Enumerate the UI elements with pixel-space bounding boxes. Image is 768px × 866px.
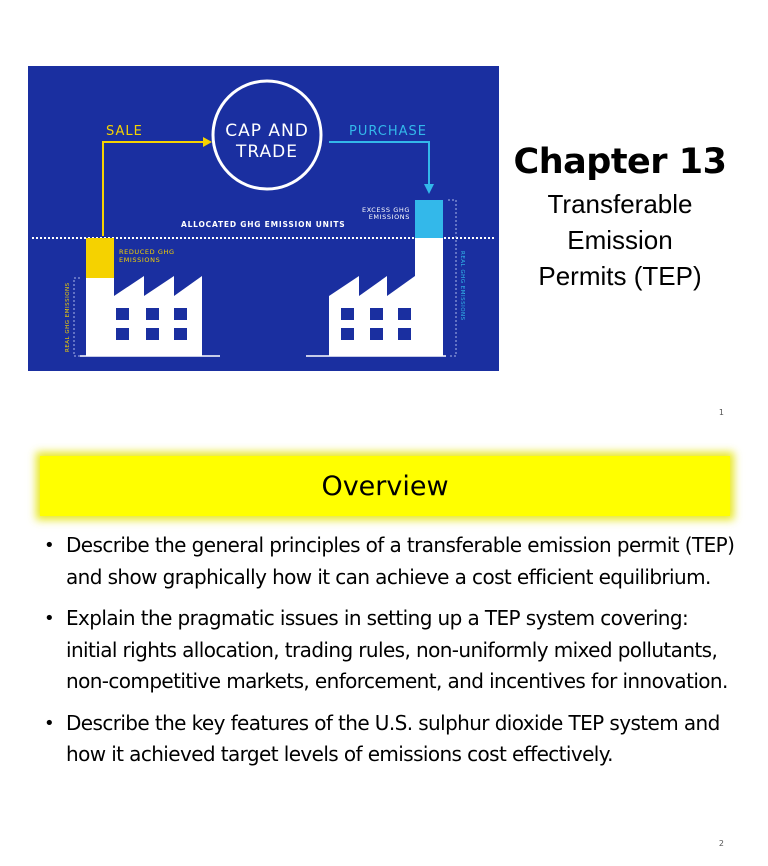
- excess-label-line1: EXCESS GHG: [361, 206, 410, 214]
- overview-banner: [40, 456, 730, 516]
- chapter-title: Chapter 13: [513, 142, 727, 182]
- reduced-emissions-block: [86, 238, 114, 278]
- page-number-2: 2: [718, 839, 724, 848]
- slide-1: [0, 0, 768, 425]
- subtitle-line-2: Emission: [567, 225, 673, 255]
- sale-label: SALE: [106, 124, 143, 139]
- cap-label-line2: TRADE: [236, 142, 298, 162]
- chapter-subtitle: [508, 186, 732, 294]
- factory-b-chimney: [415, 238, 443, 356]
- cap-label-line1: CAP AND: [225, 121, 309, 141]
- slide-2: [0, 432, 768, 866]
- bullet-item: • Explain the pragmatic issues in setting up a TEP system covering: initial rights allocation, trading rules, non-uniformly mixed pollutants, non-competitive markets, enforcement, and incentives for innovation.: [42, 603, 742, 698]
- allocated-label: ALLOCATED GHG EMISSION UNITS: [181, 220, 346, 229]
- subtitle-line-3: Permits (TEP): [538, 261, 702, 291]
- real-emissions-left-label: REAL GHG EMISSIONS: [65, 282, 71, 352]
- overview-bullet-list: [42, 530, 742, 781]
- bullet-item: • Describe the key features of the U.S. sulphur dioxide TEP system and how it achieved target levels of emissions cost effectively.: [42, 708, 742, 771]
- bullet-item: • Describe the general principles of a transferable emission permit (TEP) and show graphically how it can achieve a cost efficient equilibrium.: [42, 530, 742, 593]
- factory-a-chimney: [86, 278, 114, 356]
- chapter-heading: [508, 140, 732, 294]
- excess-emissions-block: [415, 200, 443, 238]
- page-number-1: 1: [718, 408, 724, 417]
- excess-label-line2: EMISSIONS: [368, 213, 410, 221]
- cap-and-trade-diagram: [28, 66, 499, 371]
- reduced-label-line1: REDUCED GHG: [119, 248, 175, 256]
- subtitle-line-1: Transferable: [547, 189, 693, 219]
- emitter-a-label: NOVA SCOTIA EMITTER A: [105, 348, 195, 354]
- purchase-label: PURCHASE: [349, 124, 427, 139]
- reduced-label-line2: EMISSIONS: [119, 256, 161, 264]
- emitter-b-label: NOVA SCOTIA EMITTER B: [331, 348, 421, 354]
- overview-title: Overview: [321, 470, 449, 502]
- real-emissions-right-label: REAL GHG EMISSIONS: [459, 251, 465, 321]
